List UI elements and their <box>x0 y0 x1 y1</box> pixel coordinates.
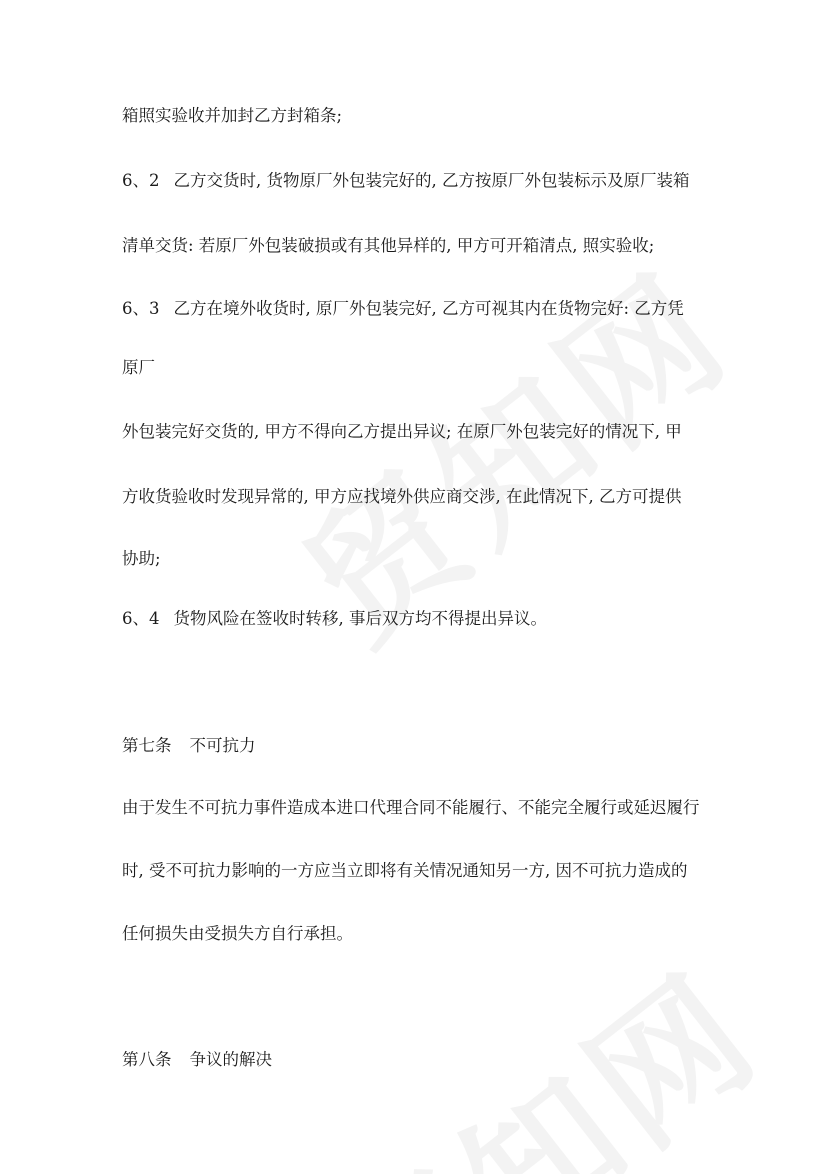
paragraph-line: 任何损失由受损失方自行承担。 <box>122 924 353 943</box>
watermark <box>284 915 795 1174</box>
paragraph-line: 外包装完好交货的, 甲方不得向乙方提出异议; 在原厂外包装完好的情况下, 甲 <box>122 422 682 441</box>
paragraph-line: 由于发生不可抗力事件造成本进口代理合同不能履行、不能完全履行或延迟履行 <box>122 798 700 817</box>
paragraph-line: 箱照实验收并加封乙方封箱条; <box>122 106 343 125</box>
paragraph-line: 乙方在境外收货时, 原厂外包装完好, 乙方可视其内在货物完好: 乙方凭 <box>173 299 684 318</box>
article-label: 第七条 <box>122 736 172 755</box>
article-title: 争议的解决 <box>189 1050 272 1069</box>
paragraph-line: 时, 受不可抗力影响的一方应当立即将有关情况通知另一方, 因不可抗力造成的 <box>122 861 688 880</box>
clause-number: 6、4 <box>122 609 160 628</box>
paragraph-line: 原厂 <box>122 358 155 377</box>
article-7-heading <box>122 736 256 756</box>
paragraph-line: 清单交货: 若原厂外包装破损或有其他异样的, 甲方可开箱清点, 照实验收; <box>122 236 655 255</box>
article-label: 第八条 <box>122 1050 172 1069</box>
paragraph-line: 方收货验收时发现异常的, 甲方应找境外供应商交涉, 在此情况下, 乙方可提供 <box>122 487 682 506</box>
clause-number: 6、3 <box>122 299 160 318</box>
clause-6-4 <box>122 609 547 629</box>
paragraph-line: 乙方交货时, 货物原厂外包装完好的, 乙方按原厂外包装标示及原厂装箱 <box>173 171 690 190</box>
article-title: 不可抗力 <box>189 736 256 755</box>
clause-6-2 <box>122 171 689 191</box>
paragraph-line: 协助; <box>122 549 161 568</box>
clause-6-3 <box>122 299 684 319</box>
paragraph-line: 货物风险在签收时转移, 事后双方均不得提出异议。 <box>173 609 547 628</box>
article-8-heading <box>122 1050 272 1070</box>
clause-number: 6、2 <box>122 171 160 190</box>
